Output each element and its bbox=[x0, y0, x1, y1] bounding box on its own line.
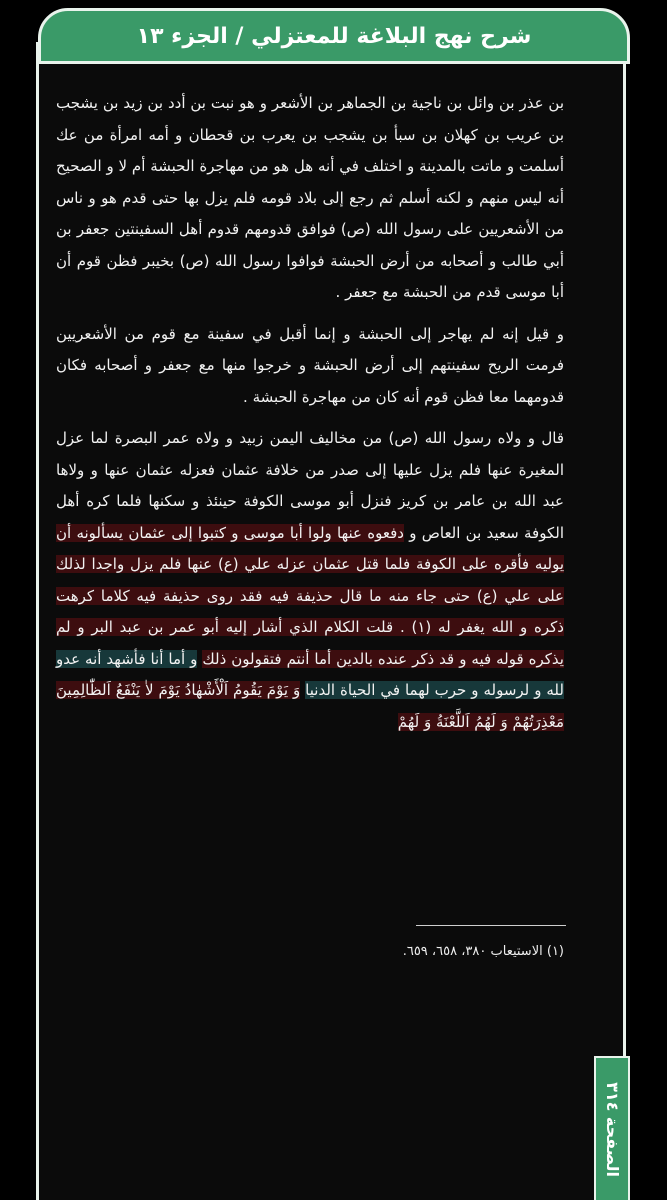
page-title: شرح نهج البلاغة للمعتزلي / الجزء ١٣ bbox=[136, 23, 532, 49]
highlighted-passage-red[interactable]: دفعوه عنها ولوا أبا موسى و كتبوا إلى عثمان يسألونه أن يوليه فأقره على الكوفة فلما قتل عثمان عزله علي (ع) عنها فلم يزل واجدا لذلك على علي (ع) حتى جاء منه ما قال حذيفة فيه فقد روى حذيفة فيه كلاما كرهت ذكره و الله يغفر له (١) . قلت الكلام الذي أشار إليه أبو عمر بن عبد البر و لم يذكره قوله فيه و قد ذكر عنده بالدين أما أنتم فتقولون ذلك bbox=[56, 523, 564, 668]
paragraph-1-text: بن عذر بن وائل بن ناجية بن الجماهر بن الأشعر و هو نبت بن أدد بن زيد بن يشجب بن عريب بن كهلان بن سبأ بن يشجب بن يعرب بن قحطان و أمه امرأة من عك أسلمت و ماتت بالمدينة و اختلف في أنه هل هو من مهاجرة الحبشة أم لا و الصحيح أنه ليس منهم و لكنه أسلم ثم رجع إلى بلاد قومه فلم يزل بها حتى قدم هو و ناس من الأشعريين على رسول الله (ص) فوافق قدومهم قدوم أهل السفينتين جعفر بن أبي طالب و أصحابه من أرض الحبشة فوافوا رسول الله (ص) بخيبر فظن قوم أن أبا موسى قدم من الحبشة مع جعفر . bbox=[56, 94, 564, 301]
page-number-tab bbox=[594, 1056, 630, 1200]
quran-verse-highlight[interactable]: وَ يَوْمَ يَقُومُ اَلْأَشْهٰادُ يَوْمَ لاٰ يَنْفَعُ اَلظّٰالِمِينَ مَعْذِرَتُهُمْ وَ لَهُمُ اَللَّعْنَةُ وَ لَهُمْ bbox=[56, 681, 564, 731]
page-number-label: الصفحة ٣١٤ bbox=[602, 1081, 622, 1177]
paragraph-1 bbox=[56, 88, 564, 309]
document-body bbox=[56, 88, 564, 748]
page-header bbox=[38, 8, 630, 64]
paragraph-3-text: قال و ولاه رسول الله (ص) من مخاليف اليمن زبيد و ولاه عمر البصرة لما عزل المغيرة عنها فلم يزل عليها إلى صدر من خلافة عثمان فعزله عثمان عنها و ولاها عبد الله بن عامر بن كريز فنزل أبو موسى الكوفة حينئذ و سكنها فلما كره أهل الكوفة سعيد بن العاص و bbox=[56, 429, 564, 542]
footnote-separator bbox=[416, 925, 566, 926]
highlighted-passage-teal[interactable]: و أما أنا فأشهد أنه عدو لله و لرسوله و حرب لهما في الحياة الدنيا bbox=[56, 649, 564, 699]
paragraph-3 bbox=[56, 423, 564, 738]
paragraph-2-text: و قيل إنه لم يهاجر إلى الحبشة و إنما أقبل في سفينة مع قوم من الأشعريين فرمت الريح سفينتهم إلى أرض الحبشة و خرجوا منها مع جعفر و أصحابه فكان قدومهما معا فظن قوم أنه كان من مهاجرة الحبشة . bbox=[56, 324, 564, 406]
footnote: (١) الاستيعاب ٣٨٠، ٦٥٨، ٦٥٩. bbox=[402, 944, 564, 959]
paragraph-2 bbox=[56, 319, 564, 414]
